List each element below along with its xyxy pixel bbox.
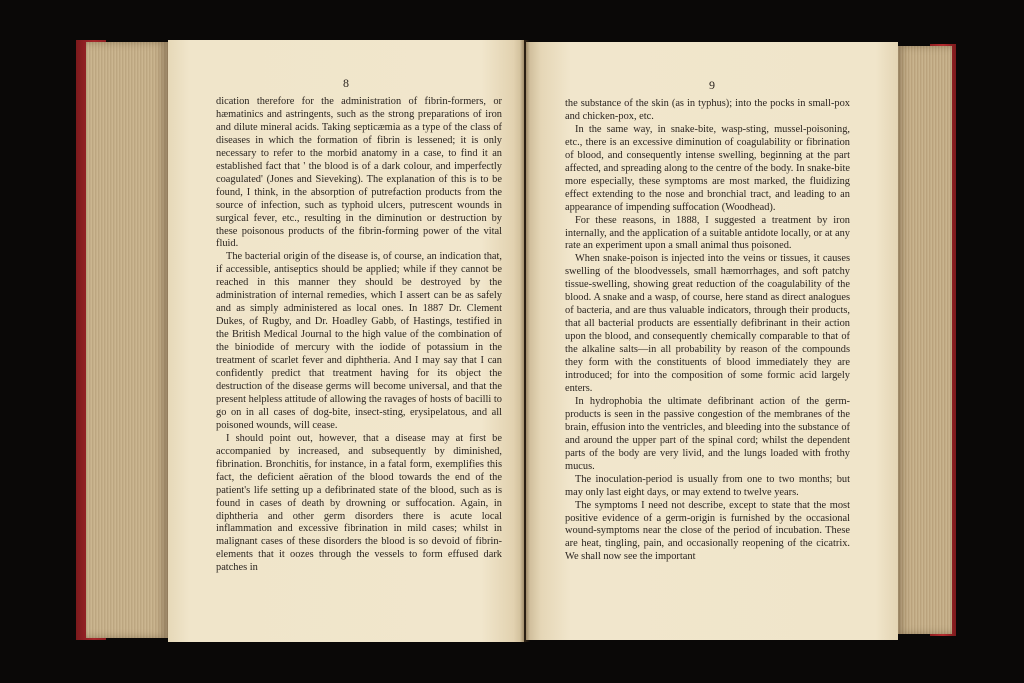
right-page-number: 9 [709, 78, 715, 92]
right-paragraph: In the same way, in snake-bite, wasp-sting, mussel-poisoning, etc., there is an excessive diminution of coagulability or fibrination of blood, and consequently intense swelling, beginning at the part affected, and spreading along to the centre of the body. In snake-bite more especially, these symptoms are most marked, the fluidizing effect extending to the nose and bronchial tract, and leading to an appearance of impending suffocation (Woodhead). [565, 123, 850, 213]
right-paragraph: When snake-poison is injected into the veins or tissues, it causes swelling of the bloodvessels, small hæmorrhages, and soft patchy tissue-swelling, showing great reduction of the coagulability of the blood. A snake and a wasp, of course, here stand as direct analogues of bacteria, and are thus valuable indicators, through their products, that all bacterial products are essentially defibrinant in their action upon the blood, and consequently chemically comparable to that of the alkaline salts—in all probability by reason of the compounds they form with the constituents of blood immediately they are introduced; for into the composition of some formic acid largely enters. [565, 253, 850, 394]
left-page [168, 40, 524, 642]
page-block-right-edge [896, 46, 952, 634]
left-paragraph: dication therefore for the administration of fibrin-formers, or hæmatinics and astringents, such as the strong preparations of iron and dilute mineral acids. Taking septicæmia as a type of the class of diseases in which the formation of fibrin is lessened; it is only necessary to refer to the morbid anatomy in a case, to find it an established fact that ' the blood is of a dark colour, and imperfectly coagulated' (Jones and Sieveking). The explanation of this is to be found, I think, in the absorption of putrefaction products from the source of infection, such as typhoid ulcers, putrescent wounds in surgical fever, etc., resulting in the diminution or destruction by these poisonous products of the fibrin-forming power of the vital fluid. [216, 96, 502, 250]
left-paragraph: I should point out, however, that a disease may at first be accompanied by increased, and subsequently by diminished, fibrination. Bronchitis, for instance, in a fatal form, exemplifies this fact, the deficient aëration of the blood towards the end of the patient's life setting up a defibrinated state of the blood, such as is found in cases of death by drowning or suffocation. Again, in diphtheria and other germ disorders there is acute local inflammation and excessive fibrination in mild cases; whilst in malignant cases of these disorders the blood is so devoid of fibrin-elements that it oozes through the vessels to form effused dark patches in [216, 432, 502, 574]
book-gutter [520, 40, 530, 642]
left-page-text [216, 96, 502, 575]
left-paragraph: The bacterial origin of the disease is, of course, an indication that, if accessible, antiseptics should be applied; while if they cannot be reached in this manner they should be destroyed by the administration of internal remedies, which I assert can be as safely and as simply administered as local ones. In 1887 Dr. Clement Dukes, of Rugby, and Dr. Hoadley Gabb, of Hastings, testified in the British Medical Journal to the high value of the combination of the biniodide of mercury with the iodide of potassium in the treatment of scarlet fever and diphtheria. And I may say that I can confidently predict that treatment having for its object the destruction of the disease germs will become universal, and that the present helpless attitude of allowing the ravages of hosts of bacilli to go on in all cases of dog-bite, insect-sting, erysipelatous, and all poisoned wounds, will cease. [216, 251, 502, 431]
left-page-number: 8 [343, 76, 349, 90]
right-page-text [565, 98, 850, 564]
right-paragraph: In hydrophobia the ultimate defibrinant action of the germ-products is seen in the passive congestion of the membranes of the brain, effusion into the ventricles, and bleeding into the substance of and around the upper part of the spinal cord; whilst the dependent parts of the body are very livid, and the lungs loaded with frothy mucus. [565, 395, 850, 472]
right-paragraph: For these reasons, in 1888, I suggested a treatment by iron internally, and the application of a suitable antidote locally, or at any rate an experiment upon a small animal thus poisoned. [565, 214, 850, 252]
right-paragraph: The inoculation-period is usually from one to two months; but may only last eight days, or may extend to twelve years. [565, 473, 850, 498]
page-block-left-edge [86, 42, 168, 638]
right-paragraph: The symptoms I need not describe, except to state that the most positive evidence of a germ-origin is furnished by the occasional wound-symptoms near the close of the period of incubation. These are heat, tingling, pain, and occasionally reopening of the cicatrix. We shall now see the important [565, 499, 850, 563]
right-paragraph: the substance of the skin (as in typhus); into the pocks in small-pox and chicken-pox, etc. [565, 98, 850, 122]
right-page [526, 42, 898, 640]
